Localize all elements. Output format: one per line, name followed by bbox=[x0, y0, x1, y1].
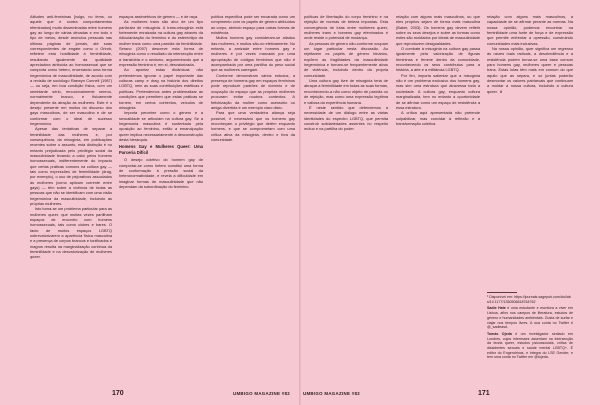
magazine-name-left: UMBIGO MAGAZINE #82 bbox=[233, 391, 290, 396]
paragraph: Muitos homens gay consideram-se aliados das mulheres, e muitos são-no efetivamente. No entanto, a amizade entre homens gay e mulheres é por vezes marcada por uma apropriação de códigos femininos que não é acompanhada por uma partilha do peso social que as mulheres carregam. bbox=[211, 35, 295, 73]
paragraph: Por fim, importa salientar que a misoginia não é um problema exclusivo dos homens gay, mas sim uma estrutura que atravessa toda a sociedade. A cultura gay, enquanto cultura marginalizada, tem no entanto a oportunidade de se afirmar como um espaço de resistência a essa estrutura. bbox=[396, 72, 480, 110]
paragraph: Apesar das tentativas de separar a feminilidade das mulheres e, por consequência, da misoginia, em publicações recentes sobre o assunto, esta distinção é no entanto prejudicada pelo privilégio social da masculinidade levando a cabo pelos homens homossexuais, indiferentemente do impacto que certas práticas comuns na cultura gay — tais como expressões de feminilidade (drag, por exemplo), o uso de pejorativos associados às mulheres (como aplicam corrente entre gays) — têm sobre a vivência de todas as pessoas que não se identificam com uma visão hegemónica da masculinidade, incluindo as próprias mulheres. bbox=[30, 126, 112, 207]
paragraph: O desejo coletivo do homem gay de comportar-se como hetero constitui uma forma de conformação à pressão social da heteronormatividade, e revela a dificuldade em imaginar formas de masculinidade que não dependam da subordinação do feminino. bbox=[119, 157, 203, 189]
paragraph: espaços assimétricos de género — e de raça. bbox=[119, 14, 199, 19]
paragraph: Conforme demonstram vários estudos, a presença de homens gay em espaços femininos pode reproduzir padrões de domínio e de ocupação do espaço que as próprias mulheres procuram evitar noutros contextos. A fetichização da mulher como acessório ou amiga divertida é um exemplo claro disto. bbox=[211, 72, 295, 110]
paragraph: relação com alguns mais masculinos, a capacidade de se afirmar perante as normas. Na nossa opinião, podemos encontrar na feminilidade uma fonte de força e de expressão que permite enfrentar a opressão, construindo comunidades mais inclusivas. bbox=[487, 14, 573, 46]
section-heading: Homens Gay e Mulheres Queer: Uma Parceria Difícil bbox=[119, 144, 203, 156]
paragraph: O combate à misoginia na cultura gay passa igualmente pela valorização de figuras femininas e femme dentro da comunidade, reconhecendo os seus contributos para a história, a arte e a militância LGBTQ. bbox=[396, 46, 480, 73]
author-bio bbox=[487, 306, 573, 330]
article-end-mark: // bbox=[499, 88, 502, 94]
footnote-rule bbox=[487, 292, 517, 293]
paragraph: A crítica aqui apresentada não pretende culpabilizar, mas convidar à reflexão e à transformação coletiva. bbox=[396, 110, 480, 126]
paragraph: As mulheres trans são alvo de um tipo particular de misoginia. A trans-misoginia está fortemente enraizada na cultura gay através da ridicularização do feminino e do estereótipo da mulher trans como uma paródia da feminilidade. Serano (2007) descreve esta forma de misoginia como o resultado da intersecção entre a transfobia e o sexismo, argumentando que a expressão feminina é, em si, desvalorizada. bbox=[119, 19, 203, 68]
author-bio-text: é uma estudante e escritora a viver em Lisboa, afins nos campos de literatura, estudos de género e humanidades ambientais. Gosta de surfar e viajar nos tempos livres. A sua conta no Twitter é @_sadieasd. bbox=[487, 306, 574, 330]
paragraph: Isto torna-se um problema particular para as mulheres queer, que muitas vezes partilham espaços de encontro com homens homossexuais, tais como clubes e bares. O facto de muitos espaços LGBTQ sobrevalorizarem a aparência física masculina e a presença de corpos brancos e tonificados e magros resulta na marginalização contínua da feminilidade e na desvalorização de mulheres queer. bbox=[30, 206, 112, 260]
article-column-1 bbox=[30, 14, 112, 260]
paragraph: É neste sentido que defendemos a necessidade de um diálogo entre as várias identidades do espectro LGBTQ, que permita construir solidariedades assentes no respeito mútuo e na partilha do poder. bbox=[304, 104, 388, 132]
paragraph: Atitudes anti-femininas [vulgo, no fems, ou aquele que é contra comportamentos efeminados] muito disseminadas entre homens gay ao longo de várias décadas e em todo o tipo de meios, desde anúncios pessoais nas últimas páginas de jornais, até suas correspondentes de engate como o Grindr, refletem esta hostilidade à feminilidade, resultando igualmente da qualidade apreciadora atribuída ao homossexual que se comporta como hetero, encenando uma forma hegemónica de masculinidade, de acordo com a revisão de sociólogo Raewyn Connell (1987) — ou seja, em boa condição física, com um semblante sério, emocionalmente sereno, normalmente branco, e fisicamente dependente da atração às mulheres. Este é o desejo presente em muitos do discurso dos gays masculinos, de ser masculino e de se conformar com o ideal de sucesso hegemónico. bbox=[30, 14, 112, 126]
page-gutter bbox=[299, 0, 301, 405]
article-column-2 bbox=[119, 14, 203, 189]
paragraph: Ao apontar estas dinâmicas não pretendemos ignorar o papel importante das culturas camp e drag na história dos direitos LGBTQ, nem as suas contribuições estéticas e políticas. Pretendemos antes problematizar as condições que permitem que estas práticas se tornem, em certos contextos, veículos de misoginia. bbox=[119, 67, 203, 110]
paragraph: política específica pode ser encarada como um rompimento com os papéis de género atribuídos ao corpo, abrindo espaço para outras formas de existência. bbox=[211, 14, 295, 36]
page-number-right: 171 bbox=[478, 390, 490, 397]
paragraph: Para que uma verdadeira aliança seja possível, é necessário que os homens gay reconheçam o privilégio que detêm enquanto homens, e que se comprometam com uma crítica ativa da misoginia, dentro e fora da comunidade. bbox=[211, 110, 295, 142]
notes-block bbox=[487, 292, 573, 360]
magazine-name-right: UMBIGO MAGAZINE #82 bbox=[303, 391, 360, 396]
article-column-5 bbox=[396, 14, 480, 126]
paragraph-text: Na nossa opinião, quer significa um regresso às raízes mais radicais, a desobediência e a resistência podem tornar-se uma base comum para homens gay, mulheres queer e pessoas trans. Estas lutas têm mais em comum do que aquilo que as separa, e só juntas poderão desmontar os valores patriarcais que continuam a moldar a nossa cultura, incluindo a cultura queer. bbox=[487, 46, 573, 94]
article-column-3 bbox=[211, 14, 295, 142]
author-bio bbox=[487, 332, 573, 360]
article-column-6 bbox=[487, 14, 573, 94]
page-number-left: 170 bbox=[112, 390, 124, 397]
paragraph bbox=[487, 46, 573, 94]
author-name: Sadie Hale bbox=[487, 306, 506, 311]
author-bio-text: é um investigador sediado em Londres, cujos interesses assentam na intersecção da teoria queer, estudos psicossociais, crítica de dissidentes sexuais e saúde mental LGBTQ+. É editor do Engendrinos, e integra do LSE Gender, e tem uma conta no Twitter em @tojeda. bbox=[487, 331, 574, 360]
paragraph: As pessoas de género não-conforme ocupam um lugar particular nesta discussão. Ao rejeitarem os papéis de género binários, expõem as fragilidades da masculinidade hegemónica e tornam-se frequentemente alvos de violência, incluindo dentro da própria comunidade. bbox=[304, 40, 388, 78]
paragraph: relação com alguns mais masculinos, ou que eles próprios sejam de forma mais masculina (Baker, 2003). Os homens gay devem refletir sobre os seus desejos e sobre as formas como estes são moldados por ideais de masculinidade que reproduzem desigualdades. bbox=[396, 14, 480, 46]
article-column-4 bbox=[304, 14, 388, 132]
paragraph: políticas de libertação do corpo feminino e na rejeição de normas de beleza impostas. Esta convergência de lutas entre mulheres queer, mulheres trans e homens gay efeminados é onde reside o potencial de mudança. bbox=[304, 14, 388, 41]
footnote: ¹ Disponível em: https://journals.sagepub.com/doi/abs/10.1177/1350506818764762 bbox=[487, 295, 571, 304]
paragraph: Uma cultura gay livre de misoginia teria de abraçar a feminilidade em todas as suas formas, reconhecendo-a não como objeto de paródia ou de rejeição, mas como uma expressão legítima e valiosa da experiência humana. bbox=[304, 78, 388, 105]
paragraph: Importa perceber como o género e a sexualidade se articulam na cultura gay. Se a hegemonia masculina é sustentada pela oposição ao feminino, então a emancipação queer implica necessariamente a desconstrução desta hierarquia. bbox=[119, 110, 203, 142]
author-name: Tomás Ojeda bbox=[487, 331, 512, 336]
